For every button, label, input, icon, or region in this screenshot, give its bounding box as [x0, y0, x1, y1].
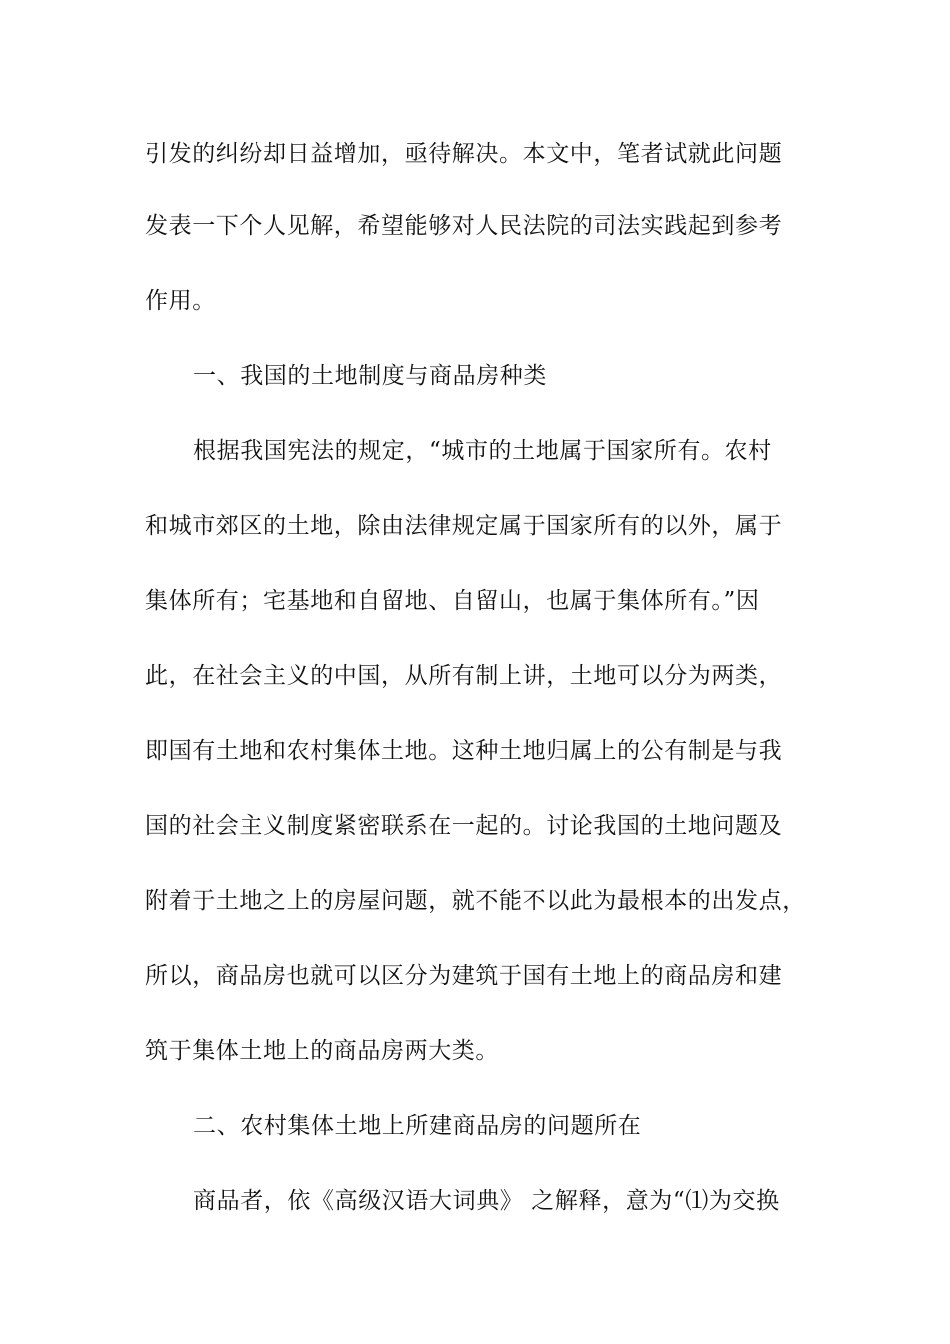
paragraph-line: 集体所有；宅基地和自留地、自留山，也属于集体所有。”因 [145, 588, 760, 614]
paragraph-line: 筑于集体土地上的商品房两大类。 [145, 1038, 499, 1064]
paragraph-line: 根据我国宪法的规定，“城市的土地属于国家所有。农村 [193, 438, 772, 464]
paragraph-line: 即国有土地和农村集体土地。这种土地归属上的公有制是与我 [145, 738, 783, 764]
section-heading-1: 一、我国的土地制度与商品房种类 [193, 363, 547, 389]
paragraph-line: 和城市郊区的土地，除由法律规定属于国家所有的以外，属于 [145, 513, 783, 539]
section-heading-2: 二、农村集体土地上所建商品房的问题所在 [193, 1113, 642, 1139]
paragraph-line: 引发的纠纷却日益增加，亟待解决。本文中，笔者试就此问题 [145, 141, 783, 167]
paragraph-line: 国的社会主义制度紧密联系在一起的。讨论我国的土地问题及 [145, 813, 783, 839]
paragraph-line: 发表一下个人见解，希望能够对人民法院的司法实践起到参考 [145, 213, 783, 239]
paragraph-line: 所以，商品房也就可以区分为建筑于国有土地上的商品房和建 [145, 963, 783, 989]
paragraph-line: 附着于土地之上的房屋问题，就不能不以此为最根本的出发点， [145, 888, 806, 914]
paragraph-line: 作用。 [145, 288, 216, 314]
paragraph-line: 商品者，依《高级汉语大词典》 之解释，意为“⑴为交换 [193, 1188, 780, 1214]
paragraph-line: 此，在社会主义的中国，从所有制上讲，土地可以分为两类， [145, 663, 783, 689]
